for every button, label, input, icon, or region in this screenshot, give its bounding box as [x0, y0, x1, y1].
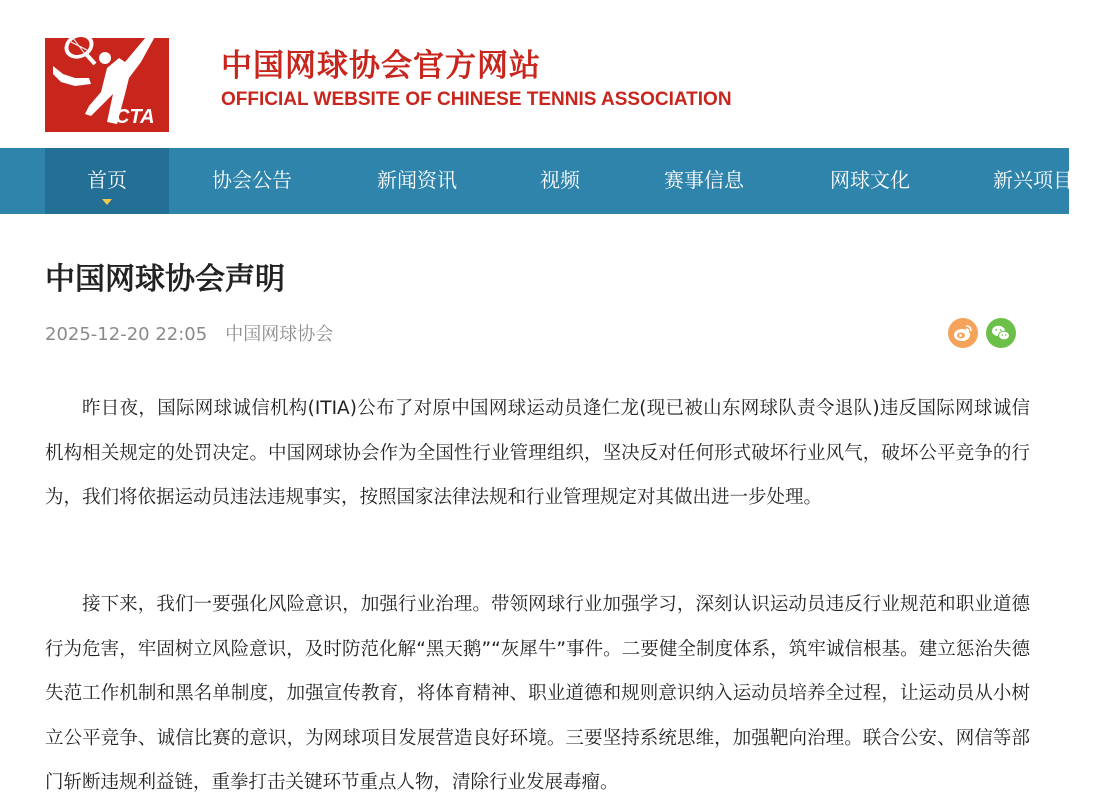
wechat-share-button[interactable]: [986, 318, 1016, 348]
article-date: 2025-12-20 22:05: [45, 324, 208, 345]
nav-item-video[interactable]: [520, 148, 600, 214]
logo-text: CTA: [115, 106, 155, 128]
nav-item-label: 新兴项目: [993, 168, 1073, 192]
nav-item-events[interactable]: [642, 148, 766, 214]
article-title: 中国网球协会声明: [45, 262, 285, 297]
nav-item-label: 首页: [87, 168, 127, 192]
weibo-icon: [948, 318, 978, 348]
nav-item-label: 新闻资讯: [377, 168, 457, 192]
article-meta: [45, 320, 333, 346]
site-header: [0, 0, 1069, 148]
article-author: 中国网球协会: [225, 324, 334, 345]
nav-item-label: 视频: [540, 168, 580, 192]
active-caret-icon: [102, 199, 112, 205]
article-paragraph: 接下来，我们一要强化风险意识，加强行业治理。带领网球行业加强学习，深刻认识运动员违反行业规范和职业道德行为危害，牢固树立风险意识，及时防范化解“黑天鹅”“灰犀牛”事件。二要健全制度体系，筑牢诚信根基。建立惩治失德失范工作机制和黑名单制度，加强宣传教育，将体育精神、职业道德和规则意识纳入运动员培养全过程，让运动员从小树立公平竞争、诚信比赛的意识，为网球项目发展营造良好环境。三要坚持系统思维，加强靶向治理。联合公安、网信等部门斩断违规利益链，重拳打击关键环节重点人物，清除行业发展毒瘤。: [45, 594, 1030, 793]
nav-item-home[interactable]: [45, 148, 169, 214]
weibo-share-button[interactable]: [948, 318, 978, 348]
site-title-english[interactable]: OFFICIAL WEBSITE OF CHINESE TENNIS ASSOCIATION: [221, 89, 732, 110]
main-nav: [0, 148, 1073, 214]
nav-item-tennis-culture[interactable]: [808, 148, 932, 214]
nav-item-label: 网球文化: [830, 168, 910, 192]
nav-item-announcements[interactable]: [190, 148, 314, 214]
nav-item-news[interactable]: [355, 148, 479, 214]
nav-item-label: 协会公告: [212, 168, 292, 192]
wechat-icon: [986, 318, 1016, 348]
cta-logo[interactable]: [45, 22, 169, 132]
site-title-chinese[interactable]: 中国网球协会官方网站: [221, 48, 541, 84]
article-paragraph: 昨日夜，国际网球诚信机构(ITIA)公布了对原中国网球运动员逄仁龙(现已被山东网球队责令退队)违反国际网球诚信机构相关规定的处罚决定。中国网球协会作为全国性行业管理组织，坚决反对任何形式破坏行业风气，破坏公平竞争的行为，我们将依据运动员违法违规事实，按照国家法律法规和行业管理规定对其做出进一步处理。: [45, 398, 1030, 508]
nav-item-emerging-events[interactable]: [972, 148, 1117, 214]
nav-item-label: 赛事信息: [664, 168, 744, 192]
